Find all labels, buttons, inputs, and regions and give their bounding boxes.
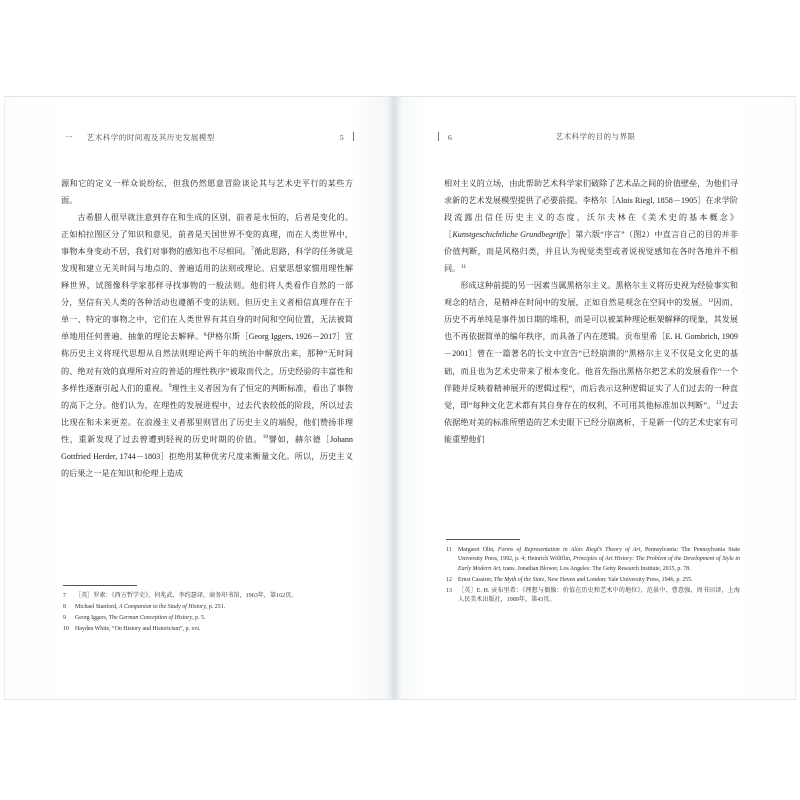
book-spread — [0, 96, 800, 700]
paragraph: 源和它的定义一样众说纷纭，但我仍然愿意冒险谈论其与艺术史平行的某些方面。 — [61, 179, 353, 206]
footnote-marker: 7 — [251, 246, 254, 253]
paragraph-segment: 理性主义者因为有了恒定的判断标准，看出了事物的高下之分。他们认为，在理性的发展进程中，过去代表较低的阶段，所以过去比现在和未来更差。在浪漫主义者那里则冒出了历史主义的端倪，他们赞扬非理性，重新发现了过去曾遭到轻视的历史时期的价值。 — [61, 383, 353, 444]
right-page-footnotes — [446, 539, 740, 607]
footnote-text — [458, 546, 740, 575]
right-page-body — [444, 175, 738, 448]
footnote-item — [63, 603, 355, 613]
footnote-number: 9 — [63, 614, 66, 621]
footnote-item — [63, 592, 355, 602]
left-chapter-number: 一 — [65, 133, 73, 142]
footnote-segment: , trans. Jonathan Blower, Los Angeles: The Getty Research Institute, 2015, p. 78. — [500, 565, 691, 572]
paragraph-segment: ］第六版“序言”（图2）中直言自己的目的并非价值判断，而是风格归类，并且认为视觉类型或者说视觉感知在各时各地并不相同。 — [444, 230, 738, 274]
footnote-number: 8 — [63, 603, 66, 610]
left-page-footnotes — [63, 585, 355, 636]
footnote-segment: Michael Stanford, — [75, 603, 120, 610]
footnote-title-italic: Forms of Representation in Alois Riegl’s Theory of Art — [497, 546, 641, 553]
paragraph-segment: 相对主义的立场，由此帮助艺术科学家们破除了艺术品之间的价值壁垒，为他们寻求新的艺术发展模型提供了必要前提。李格尔［Alois Riegl, 1858－1905］在求学阶段流露出信任历史主义的态度，沃尔夫林在《美术史的基本概念》［ — [444, 179, 738, 240]
footnote-text: ［英］罗素：《西方哲学史》，何兆武、李约瑟译，商务印书馆，1963年，第162页。 — [75, 592, 298, 599]
footnote-separator-rule — [446, 539, 520, 540]
right-running-title: 艺术科学的目的与界限 — [555, 132, 636, 141]
paragraph — [61, 209, 353, 482]
left-page-folio: 5 — [339, 133, 344, 142]
footnote-title-italic: The Myth of the State — [493, 576, 545, 583]
footnote-segment: Ernst Cassirer, — [458, 576, 494, 583]
right-page-folio: 6 — [448, 133, 453, 142]
paragraph-segment: 循此思路，科学的任务就是发现和建立无关时间与地点的、普遍适用的法则或理论。启蒙思想家惯用理性解释世界，试图像科学家那样寻找事物的一般法则。他们将人类看作自然的一部分，坚信有关人类的各种活动也遵循不变的法则。但历史主义者相信真理存在于单一、特定的事物之中，它们在人类世界有其自身的时间和空间位置，无法被简单地用任何普遍、抽象的理论去解释。 — [61, 247, 353, 342]
footnote-marker: 8 — [203, 331, 207, 338]
footnote-number: 10 — [63, 625, 69, 632]
footnote-marker: 9 — [168, 382, 172, 389]
footnote-item — [63, 625, 355, 635]
footnote-segment: , New Haven and London: Yale University Press, 1946, p. 255. — [544, 576, 693, 583]
right-page-running-head — [396, 131, 795, 142]
footnote-text — [75, 603, 355, 613]
footnote-segment: Georg Iggers, — [75, 614, 109, 621]
left-page-running-head — [5, 131, 396, 143]
footnote-number: 12 — [446, 576, 452, 583]
footnote-text — [75, 614, 355, 624]
footnote-number: 7 — [63, 592, 66, 599]
footnote-number: 11 — [446, 546, 452, 553]
footnote-number: 13 — [446, 587, 452, 594]
footnote-segment: , p. 5. — [192, 614, 206, 621]
paragraph-segment: 因而，历史不再单纯是事件加日期的堆积，而是可以被某种理论框架解释的现象，其发展也不再依据简单的编年秩序，而具备了内在逻辑。贡布里希［E. H. Gombrich, 1909－2001］曾在一篇著名的长文中宣告“已经崩溃的”黑格尔主义不仅是文化史的基础，而且也为艺术史带来了根本变化。他首先指出黑格尔把艺术的发展看作“一个伴随并反映着精神展开的逻辑过程”，而后表示这种逻辑证实了人们过去的一种直觉，即“每种文化艺术都有其自身存在的权利，不可用其他标准加以判断”。 — [444, 298, 738, 410]
runhead-rule-icon — [438, 132, 439, 141]
footnote-marker: 13 — [715, 399, 722, 406]
footnote-marker: 12 — [707, 297, 714, 304]
paragraph-segment: 古希腊人很早就注意到存在和生成的区别，前者是永恒的，后者是变化的。正如柏拉图区分了知识和意见，前者是天国世界不变的真理，而在人类世界中，事物本身变动不居，我们对事物的感知也不尽相同。 — [61, 213, 353, 257]
left-page — [4, 96, 396, 700]
footnote-item — [446, 587, 740, 606]
footnote-title-italic: Principles of Art History: The Problem of the Development of Style in Early Modern Art — [458, 556, 740, 572]
footnote-text — [458, 576, 740, 586]
paragraph-segment: 伊格尔斯［Georg Iggers, 1926－2017］宣称历史主义将现代思想从自然法则理论两千年的统治中解放出来，那种“无时间的、绝对有效的真理所对应的普适的理性秩序”被取而代之，历史经验的丰富性和多样性逐渐引起人们的重视。 — [61, 332, 353, 393]
runhead-rule-icon — [353, 132, 354, 141]
footnote-segment: Margaret Olin, — [458, 546, 498, 553]
footnote-item — [63, 614, 355, 624]
paragraph — [444, 175, 738, 277]
left-page-body — [61, 175, 353, 482]
footnote-segment: , p. 251. — [205, 603, 226, 610]
footnote-title-italic: The German Conception of History — [108, 614, 193, 621]
right-page — [396, 96, 796, 700]
footnote-item — [446, 546, 740, 575]
paragraph — [444, 277, 738, 447]
left-running-title: 艺术科学的时间观及其历史发展模型 — [86, 133, 215, 142]
footnote-segment: , Pennsylvania: The Pennsylvania State University Press, 1992, p. 4; Heinrich Wölfflin, — [458, 546, 741, 562]
footnote-text: ［英］E. H. 贡布里希：《理想与偶像：价值在历史和艺术中的地位》，范景中、曹意强、周书田译，上海人民美术出版社，1989年，第43页。 — [458, 587, 740, 604]
german-title-italic: Kunstgeschichtliche Grundbegriffe — [452, 230, 567, 240]
footnote-item — [446, 576, 740, 586]
footnote-marker: 10 — [262, 433, 269, 440]
footnote-marker: 11 — [460, 263, 467, 270]
footnote-text: Hayden White, “On History and Historicism”, p. xvi. — [75, 625, 201, 632]
paragraph-segment: 过去依据绝对美的标准所塑造的艺术史眼下已经分崩离析，于是新一代的艺术史家有可能重塑他们 — [444, 400, 738, 444]
footnote-title-italic: A Companion to the Study of History — [119, 603, 206, 610]
footnote-separator-rule — [63, 585, 137, 586]
paragraph-segment: 譬如，赫尔德［Johann Gottfried Herder, 1744－1803］拒绝用某种优劣尺度来衡量文化。所以，历史主义的后果之一是在知识和伦理上造成 — [61, 434, 353, 478]
paragraph-segment: 形成这种前提的另一因素当属黑格尔主义。黑格尔主义将历史视为经验事实和观念的结合，是精神在时间中的发展，正如自然是观念在空间中的发展。 — [444, 281, 738, 308]
